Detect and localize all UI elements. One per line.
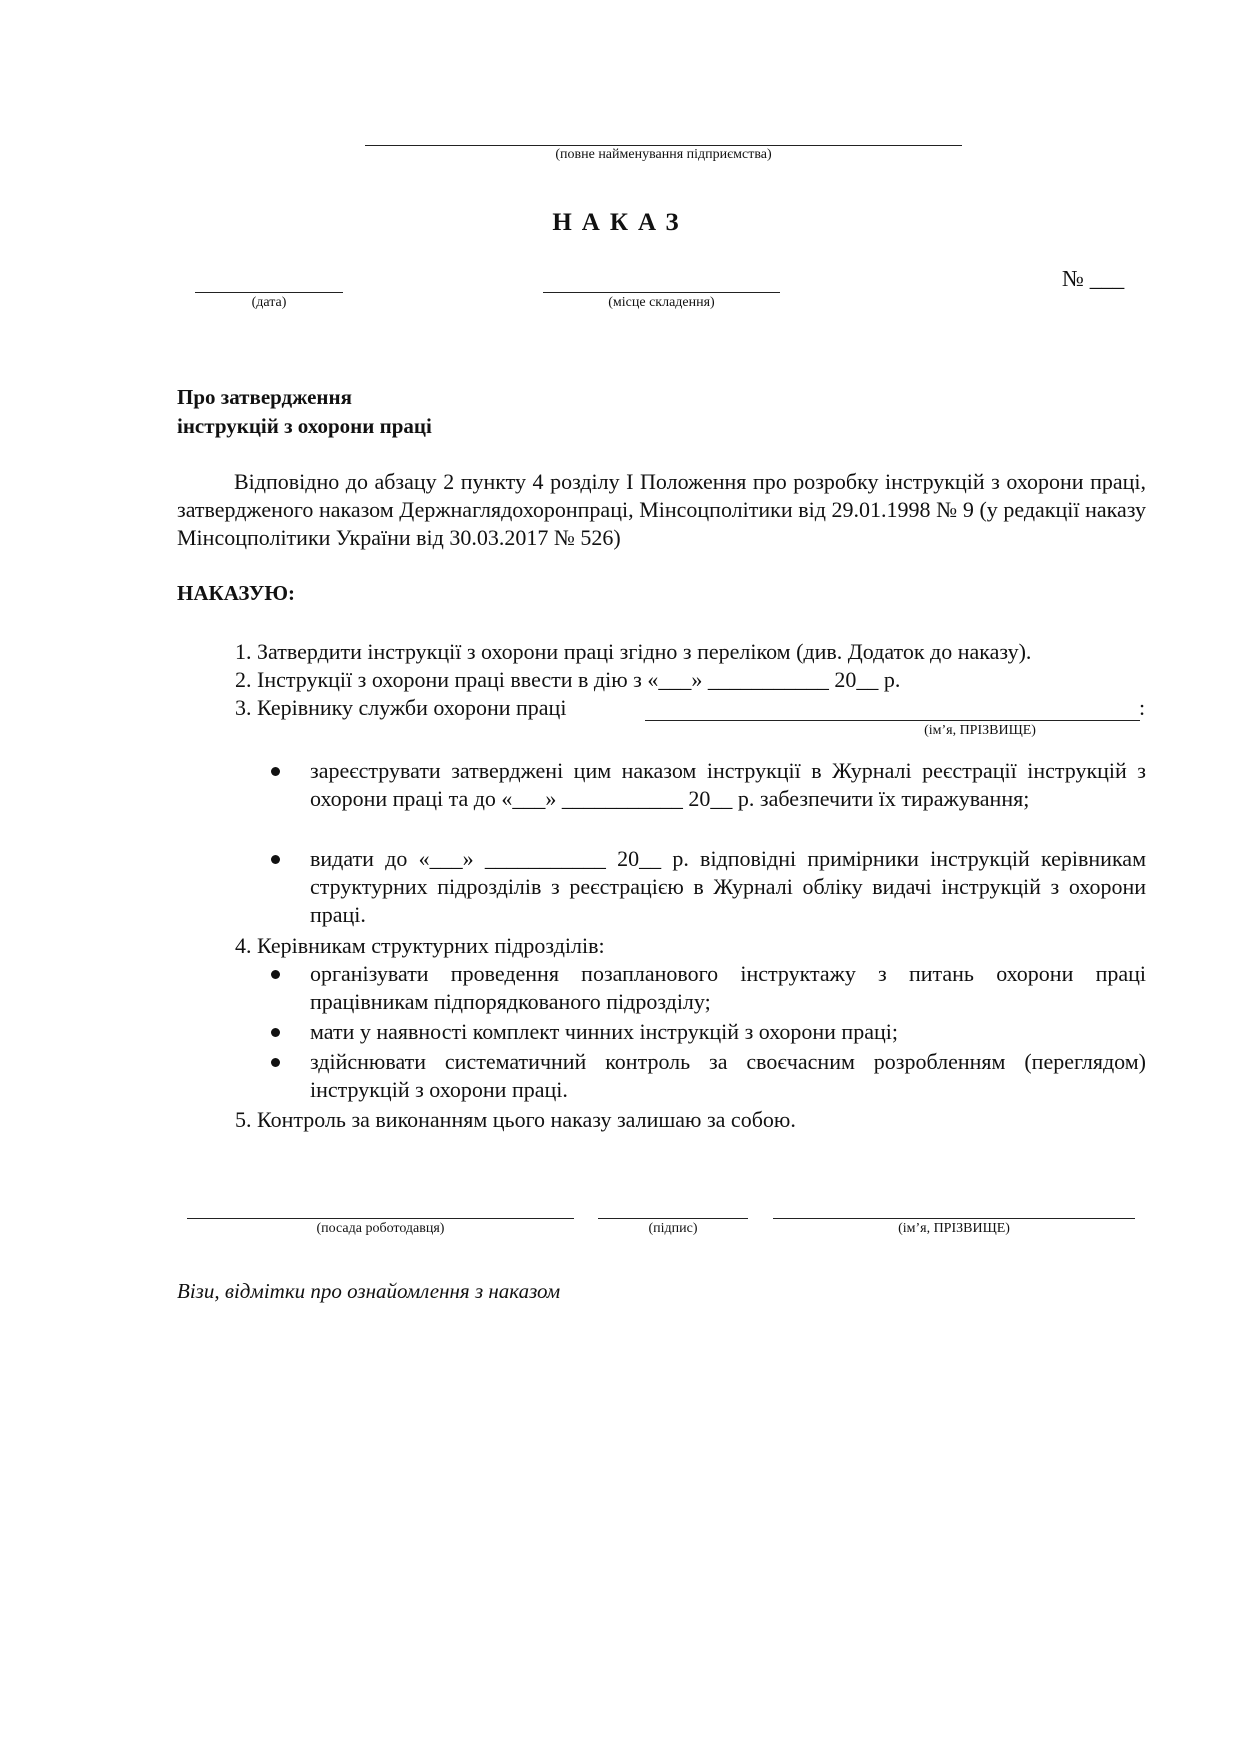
preamble-paragraph: Відповідно до абзацу 2 пункту 4 розділу І Положення про розробку інструкцій з охорони праці, затвердженого наказом Держнаглядохоронпраці, Мінсоцполітики від 29.01.1998 № 9 (у редакції наказу Мінсоцполітики України від 30.03.2017 № 526) xyxy=(177,469,1146,550)
place-caption: (місце складення) xyxy=(608,295,715,310)
item-4-bullet-1: організувати проведення позапланового інструктажу з питань охорони праці працівникам підпорядкованого підрозділу; xyxy=(310,961,1146,1014)
subject-line-2: інструкцій з охорони праці xyxy=(177,414,432,438)
employer-position-caption: (посада роботодавця) xyxy=(316,1221,445,1236)
date-caption: (дата) xyxy=(251,295,287,310)
item-3-bullet-2: видати до «___» ___________ 20__ р. відповідні примірники інструкцій керівникам структурних підрозділів з реєстрацією в Журналі обліку видачі інструкцій з охорони праці. xyxy=(310,846,1146,927)
employer-name-line xyxy=(773,1218,1135,1219)
enterprise-name-line xyxy=(365,145,962,146)
signature-line xyxy=(598,1218,748,1219)
enterprise-name-caption: (повне найменування підприємства) xyxy=(555,147,772,162)
order-item-1: 1. Затвердити інструкції з охорони праці згідно з переліком (див. Додаток до наказу). xyxy=(235,639,1032,664)
subject-line-1: Про затвердження xyxy=(177,385,352,409)
bullet-dot xyxy=(271,767,280,776)
order-item-3: 3. Керівнику служби охорони праці xyxy=(235,695,567,720)
bullet-dot xyxy=(271,970,280,979)
item-3-bullet-1: зареєструвати затверджені цим наказом інструкції в Журналі реєстрації інструкцій з охорони праці та до «___» ___________ 20__ р. забезпечити їх тиражування; xyxy=(310,758,1146,811)
item-4-bullet-2: мати у наявності комплект чинних інструкцій з охорони праці; xyxy=(310,1019,898,1044)
item-4-bullet-3: здійснювати систематичний контроль за своєчасним розробленням (переглядом) інструкцій з охорони праці. xyxy=(310,1049,1146,1102)
place-line xyxy=(543,292,780,293)
order-number: № ___ xyxy=(1062,266,1125,291)
orders-heading: НАКАЗУЮ: xyxy=(177,581,295,605)
safety-head-name-caption: (ім’я, ПРІЗВИЩЕ) xyxy=(924,723,1036,738)
order-item-3-colon: : xyxy=(1139,695,1146,720)
bullet-dot xyxy=(271,1028,280,1037)
document-title: НАКАЗ xyxy=(552,209,689,236)
order-item-5: 5. Контроль за виконанням цього наказу залишаю за собою. xyxy=(235,1107,796,1132)
employer-position-line xyxy=(187,1218,574,1219)
safety-head-name-line xyxy=(645,720,1140,721)
order-item-4: 4. Керівникам структурних підрозділів: xyxy=(235,933,605,958)
signature-caption: (підпис) xyxy=(648,1221,698,1236)
order-subject xyxy=(177,383,432,441)
employer-name-caption: (ім’я, ПРІЗВИЩЕ) xyxy=(898,1221,1010,1236)
approval-notes: Візи, відмітки про ознайомлення з наказом xyxy=(177,1279,561,1303)
order-item-2: 2. Інструкції з охорони праці ввести в дію з «___» ___________ 20__ р. xyxy=(235,667,901,692)
date-line xyxy=(195,292,343,293)
bullet-dot xyxy=(271,855,280,864)
bullet-dot xyxy=(271,1058,280,1067)
